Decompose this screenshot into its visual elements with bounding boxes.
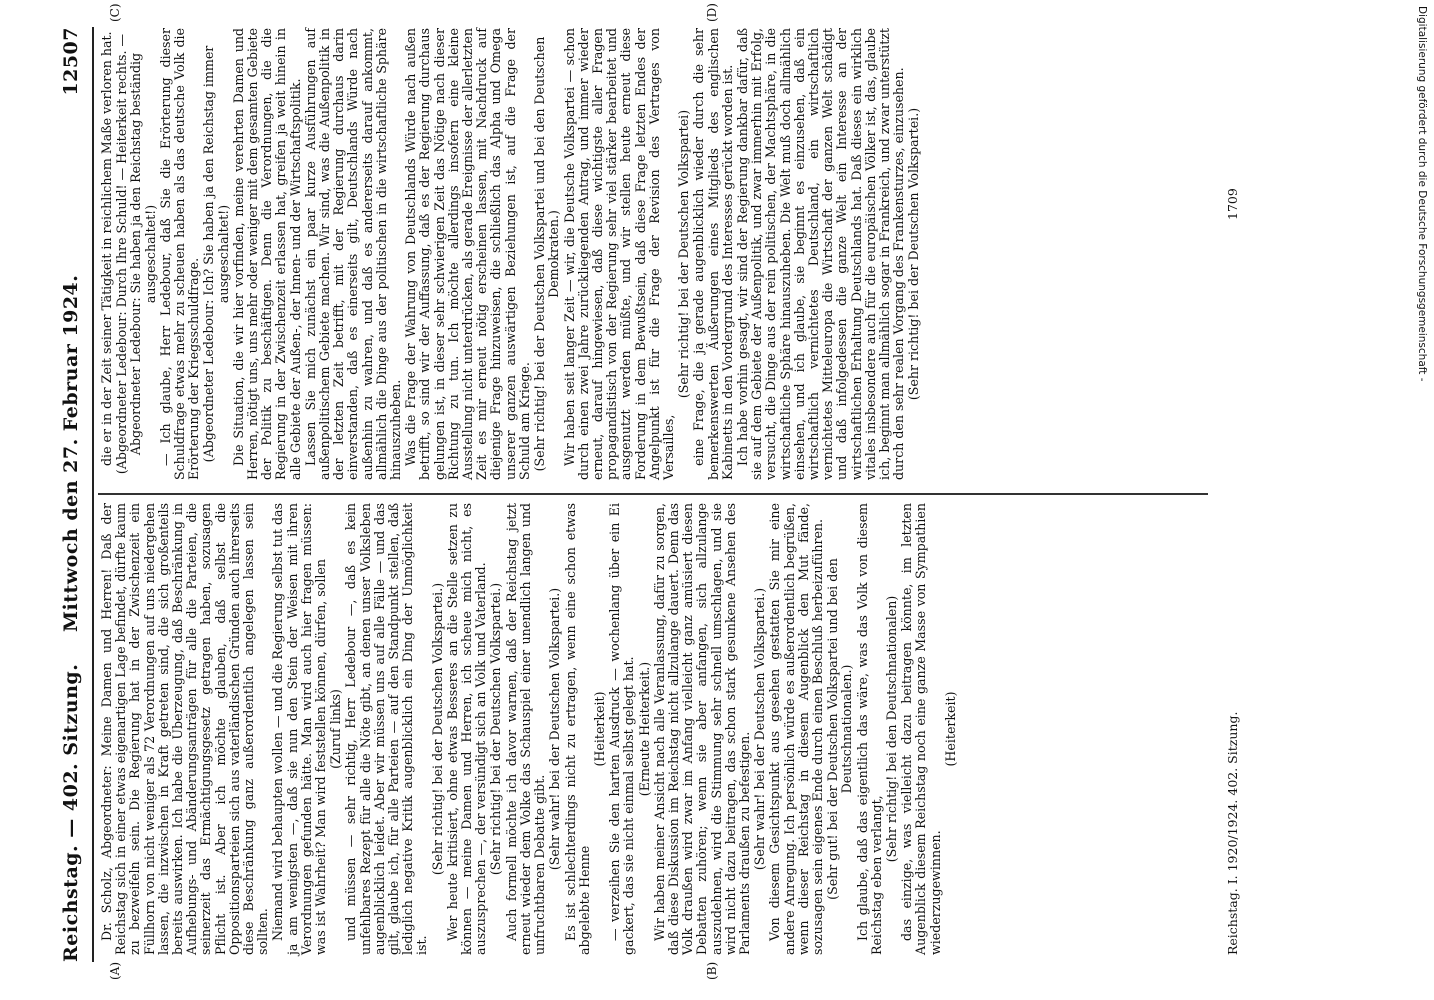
right-column-paragraph: Die Situation, die wir hier vorfinden, meine verehrten Damen und Herren, nötigt uns, uns mehr oder weniger mit dem gesamten Gebiete der Politik zu beschäftigen. Denn die Verordnungen, die die Regierung in der Zwischenzeit erlassen hat, greifen ja weit hinein in alle Gebiete der Außen-, der Innen- und der Wirtschaftspolitik. [230,27,303,480]
left-column-paragraph: das einzige, was vielleicht dazu beitragen könnte, im letzten Augenblick diesem Reichstag noch eine ganze Masse von Sympathien wiederzugewinnen. [899,503,943,955]
running-header [56,27,90,962]
left-column-paragraph: Auch formell möchte ich davor warnen, daß der Reichstag jetzt erneut wieder dem Volke das Schauspiel einer unendlich langen und unfruchtbaren Debatte gibt. [503,503,548,955]
dfg-watermark [1413,6,1431,996]
left-column-paragraph: Es ist schlechterdings nicht zu ertragen, wenn eine schon etwas abgelebte Henne [562,503,592,955]
left-column-paragraph: (Sehr richtig! bei der Deutschen Volkspartei.) [488,582,504,876]
margin-mark-d: (D) [705,3,719,22]
header-rule [92,27,94,962]
right-column [100,28,923,480]
page-number: 12507 [60,27,82,96]
right-column-paragraph: Wir haben seit langer Zeit — wir, die Deutsche Volkspartei — schon durch einen zwei Jahre zurückliegenden Antrag, und immer wieder erneut, darauf hingewiesen, daß diese wichtigste aller Fragen propagandistisch von der Regierung sehr viel stärker bearbeitet und ausgenutzt werden müßte, und wir stellen heute erneut diese Forderung in dem Bewußtsein, daß diese Frage letzten Endes der Angelpunkt ist für die Frage der Revision des Vertrages von Versailles, [561,28,676,480]
margin-mark-a: (A) [108,961,122,980]
left-column [100,503,959,955]
left-column-paragraph: (Sehr wahr! bei der Deutschen Volkspartei.) [547,587,563,871]
right-column-paragraph: Was die Frage der Wahrung von Deutschlands Würde nach außen betrifft, so sind wir der Auffassung, daß es der Regierung durchaus gelungen ist, in dieser sehr schwierigen Zeit das Nötige nach dieser Richtung zu tun. Ich möchte allerdings insofern eine kleine Ausstellung nicht unterdrücken, als gerade Ereignisse der allerletzten Zeit es mir erneut nötig erscheinen lassen, mit Nachdruck auf diejenige Frage hinzuweisen, die schließlich das Alpha und Omega unserer ganzen auswärtigen Beziehungen ist, auf die Frage der Schuld am Kriege. [403,28,532,480]
left-column-paragraph: (Sehr richtig! bei der Deutschen Volkspartei.) [429,582,445,876]
left-column-paragraph: Von diesem Gesichtspunkt aus gesehen gestatten Sie mir eine andere Anregung. Ich persönlich würde es außerordentlich begrüßen, wenn dieser Reichstag in diesem Augenblick den Mut fände, sozusagen sein eigenes Ende durch einen Beschluß herbeizuführen. [767,503,825,955]
margin-mark-b: (B) [705,961,719,980]
left-column-paragraph: (Heiterkeit) [591,691,607,767]
left-column-paragraph: (Sehr gut! bei der Deutschen Volkspartei und bei den Deutschnationalen.) [825,558,855,900]
footer-page-code: 1709 [1225,188,1240,220]
left-column-paragraph: (Erneute Heiterkeit.) [636,661,652,797]
left-column-paragraph: Dr. Scholz, Abgeordneter: Meine Damen und Herren! Daß der Reichstag sich in einer etwas eigenartigen Lage befindet, dürfte kaum zu bezweifeln sein. Die Regierung hat in der Zwischenzeit ein Füllhorn von nicht weniger als 72 Verordnungen auf uns niedergehen lassen, die inzwischen in Kraft getreten sind, die sich großenteils bereits auswirken. Ich habe die Überzeugung, daß Beschränkung in Aufhebungs- und Abänderungsanträgen für alle die Parteien, die seinerzeit das Ermächtigungsgesetz getragen haben, sozusagen Pflicht ist. Aber ich möchte glauben, daß selbst die Oppositionsparteien sich aus vaterländischen Gründen auch ihrerseits diese Beschränkung ganz außerordentlich angelegen lassen sein sollten. [99,503,271,955]
header-date: Mittwoch den 27. Februar 1924. [60,274,82,632]
right-column-paragraph: (Sehr richtig! bei der Deutschen Volkspartei und bei den Deutschen Demokraten.) [532,36,562,472]
right-column-paragraph: Lassen Sie mich zunächst ein paar kurze Ausführungen auf außenpolitischem Gebiete machen. Wir sind, was die Außenpolitik in der letzten Zeit betrifft, mit der Regierung durchaus darin einverstanden, daß es einerseits gilt, Deutschlands Würde nach außenhin zu wahren, und daß es andererseits darauf ankommt, allmählich die Dinge aus der politischen in die wirtschaftliche Sphäre hinauszuheben. [302,28,404,480]
left-column-paragraph: (Heiterkeit) [942,691,958,767]
right-column-paragraph: (Abgeordneter Ledebour: Ich? Sie haben ja den Reichstag immer ausgeschaltet!) [201,45,231,463]
left-column-paragraph: Wer heute kritisiert, ohne etwas Besseres an die Stelle setzen zu können — meine Damen und Herren, ich scheue mich nicht, es auszusprechen —, der versündigt sich an Volk und Vaterland. [444,503,489,955]
right-column-paragraph: (Sehr richtig! bei der Deutschen Volkspartei.) [906,107,922,401]
left-column-paragraph: — verzeihen Sie den harten Ausdruck — wochenlang über ein Ei gackert, das sie nicht einmal selbst gelegt hat. [607,503,637,955]
left-column-paragraph: (Sehr richtig! bei den Deutschnationalen) [883,595,899,863]
header-left: Reichstag. — 402. Sitzung. [60,663,82,962]
right-column-paragraph: (Abgeordneter Ledebour: Durch Ihre Schuld! — Heiterkeit rechts. — Abgeordneter Ledebour: Sie haben ja den Reichstag beständig ausgeschaltet!) [114,33,158,475]
right-column-paragraph: eine Frage, die ja gerade augenblicklich wieder durch die sehr bemerkenswerten Äußerungen eines Mitglieds des englischen Kabinetts in den Vordergrund des Interesses gerückt worden ist. [691,28,735,480]
left-column-paragraph: Wir haben meiner Ansicht nach alle Veranlassung, dafür zu sorgen, daß diese Diskussion im Reichstag nicht allzulange dauert. Denn das Volk draußen wird zwar im Anfang vielleicht ganz amüsiert diesen Debatten zuhören; wenn sie aber anfangen, sich allzulange auszudehnen, wird die Stimmung sehr schnell umschlagen, und sie wird nicht dazu beitragen, das schon stark gesunkene Ansehen des Parlaments draußen zu befestigen. [651,503,752,955]
left-column-paragraph: (Sehr wahr! bei der Deutschen Volkspartei.) [752,587,768,871]
right-column-paragraph: (Sehr richtig! bei der Deutschen Volkspartei) [676,109,692,399]
left-column-paragraph: (Zuruf links) [328,689,344,769]
left-column-paragraph: und müssen — sehr richtig, Herr Ledebour —, daß es kein unfehlbares Rezept für alle die Nöte gibt, an denen unser Volksleben augenblicklich leidet. Aber wir müssen uns auf alle Fälle — und das gilt, glaube ich, für alle Parteien — auf den Standpunkt stellen, daß lediglich negative Kritik augenblicklich ein Ding der Unmöglichkeit ist. [343,503,430,955]
dfg-watermark-text: Digitalisierung gefördert durch die Deutsche Forschungsgemeinschaft - [1416,6,1428,382]
right-column-paragraph: die er in der Zeit seiner Tätigkeit in reichlichem Maße verloren hat. [99,31,114,466]
right-column-paragraph: Ich habe vorhin gesagt, wir sind der Regierung dankbar dafür, daß sie auf dem Gebiete der Außenpolitik, und zwar immerhin mit Erfolg, versucht, die Dinge aus der rein politischen, der Machtsphäre, in die wirtschaftliche Sphäre hinauszuheben. Die Welt muß doch allmählich einsehen, und ich glaube, sie beginnt es einzusehen, daß ein wirtschaftlich vernichtetes Deutschland, ein wirtschaftlich vernichtetes Mitteleuropa die Wirtschaft der ganzen Welt schädigt und daß infolgedessen die ganze Welt ein Interesse an der wirtschaftlichen Erhaltung Deutschlands hat. Daß dieses ein wirklich vitales insbesondere auch für die europäischen Völker ist, das, glaube ich, beginnt man allmählich sogar in Frankreich, und zwar unterstützt durch den sehr realen Vorgang des Frankensturzes, einzusehen. [734,28,907,480]
right-column-paragraph: — Ich glaube, Herr Ledebour, daß Sie die Erörterung dieser Schuldfrage etwas mehr zu scheuen haben als das deutsche Volk die Erörterung der Kriegsschuldfrage. [157,28,202,480]
column-divider [98,494,1208,496]
margin-mark-c: (C) [108,3,122,22]
left-column-paragraph: Ich glaube, daß das eigentlich das wäre, was das Volk von diesem Reichstag eben verlangt, [854,503,884,955]
left-column-paragraph: Niemand wird behaupten wollen — und die Regierung selbst tut das ja am wenigsten —, daß sie nun den Stein der Weisen mit ihren Verordnungen gefunden hätte. Man wird auch hier fragen müssen: was ist Wahrheit? Man wird feststellen können, dürfen, sollen [270,503,329,955]
footer-left: Reichstag. I. 1920/1924. 402. Sitzung. [1225,711,1240,955]
